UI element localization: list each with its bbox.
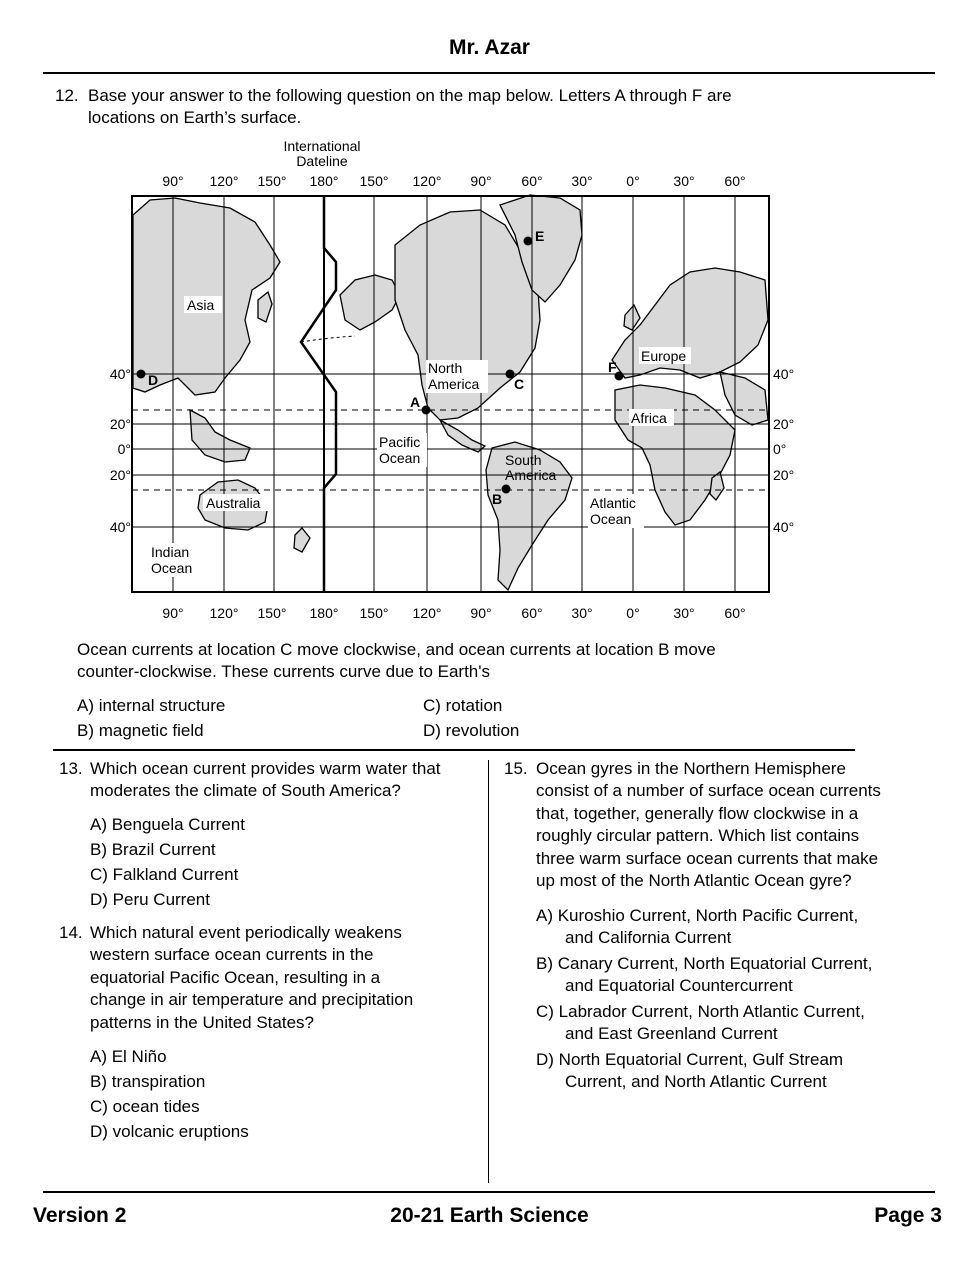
top-lon-label: 60° <box>521 173 543 189</box>
q15-stem-line4: roughly circular pattern. Which list contains <box>536 826 860 845</box>
q13-stem-line2: moderates the climate of South America? <box>90 781 401 800</box>
q12-option-a[interactable]: A) internal structure <box>77 696 226 715</box>
q14-stem-line1: Which natural event periodically weakens <box>90 923 402 942</box>
label-south-america-2: America <box>505 467 557 483</box>
dateline-dashed-curve <box>301 336 355 342</box>
q14-option-b[interactable]: B) transpiration <box>90 1072 206 1091</box>
point-c-label: C <box>514 376 525 392</box>
left-lat-label: 40° <box>109 366 131 382</box>
q15-option-c[interactable] <box>536 1001 865 1045</box>
q14-stem-line2: western surface ocean currents in the <box>90 945 374 964</box>
bottom-lon-label: 120° <box>412 605 442 621</box>
top-lon-label: 150° <box>257 173 287 189</box>
header-rule <box>43 72 935 74</box>
land-alaska <box>340 275 400 330</box>
q12-number: 12. <box>55 86 79 105</box>
bottom-lon-label: 60° <box>724 605 746 621</box>
right-lat-label: 20° <box>773 416 795 432</box>
point-b-label: B <box>492 491 503 507</box>
q15-option-c-line2: and East Greenland Current <box>565 1024 778 1043</box>
q15-option-c-line1: C) Labrador Current, North Atlantic Current, <box>536 1002 865 1021</box>
footer-rule <box>43 1191 935 1193</box>
label-north-america-2: America <box>428 376 480 392</box>
label-indian-2: Ocean <box>151 560 193 576</box>
label-north-america-1: North <box>428 360 463 376</box>
label-atlantic-2: Ocean <box>590 511 632 527</box>
label-pacific-1: Pacific <box>379 434 421 450</box>
dateline-label-1: International <box>283 138 361 154</box>
q13-number: 13. <box>59 759 83 778</box>
right-latitude-labels <box>773 366 794 535</box>
q15-stem-line5: three warm surface ocean currents that make <box>536 849 879 868</box>
q15-option-b-line2: and Equatorial Countercurrent <box>565 976 793 995</box>
point-f-label: F <box>608 359 617 375</box>
right-lat-label: 40° <box>773 366 795 382</box>
top-lon-label: 120° <box>209 173 239 189</box>
right-lat-label: 20° <box>773 467 795 483</box>
dateline-label-2: Dateline <box>296 153 348 169</box>
q15-option-a-line1: A) Kuroshio Current, North Pacific Current, <box>536 906 859 925</box>
q12-stem-line1: Base your answer to the following question on the map below. Letters A through F are <box>88 86 732 105</box>
page-header-teacher: Mr. Azar <box>449 36 530 59</box>
q15-option-d-line2: Current, and North Atlantic Current <box>565 1072 827 1091</box>
q12-prompt-line1: Ocean currents at location C move clockwise, and ocean currents at location B move <box>77 640 716 659</box>
q13-stem-line1: Which ocean current provides warm water that <box>90 759 441 778</box>
column-divider <box>488 760 489 1183</box>
q12-option-c[interactable]: C) rotation <box>423 696 503 715</box>
footer-version: Version 2 <box>33 1204 127 1227</box>
top-lon-label: 120° <box>412 173 442 189</box>
land-new-zealand <box>294 528 310 552</box>
land-japan <box>258 292 272 322</box>
point-e-dot <box>524 237 533 246</box>
world-map <box>100 135 820 635</box>
q12-prompt-line2: counter-clockwise. These currents curve due to Earth's <box>77 662 491 681</box>
top-lon-label: 30° <box>673 173 695 189</box>
q14-option-d[interactable]: D) volcanic eruptions <box>90 1122 249 1141</box>
land-se-asia <box>190 410 250 462</box>
q13-option-b[interactable]: B) Brazil Current <box>90 840 216 859</box>
q14-number: 14. <box>59 923 83 942</box>
label-australia: Australia <box>206 495 261 511</box>
q15-number: 15. <box>504 759 528 778</box>
bottom-lon-label: 0° <box>626 605 640 621</box>
label-pacific-2: Ocean <box>379 450 421 466</box>
q14-option-c[interactable]: C) ocean tides <box>90 1097 200 1116</box>
top-lon-label: 150° <box>359 173 389 189</box>
land-arabia-india <box>720 372 768 425</box>
q15-stem-line6: up most of the North Atlantic Ocean gyre? <box>536 871 852 890</box>
footer-page: Page 3 <box>874 1204 942 1227</box>
left-latitude-labels <box>110 366 131 535</box>
point-e-label: E <box>535 228 545 244</box>
label-europe: Europe <box>641 348 687 364</box>
q13-option-d[interactable]: D) Peru Current <box>90 890 210 909</box>
q15-option-d[interactable] <box>536 1049 843 1093</box>
land-central-america <box>440 420 485 452</box>
left-lat-label: 20° <box>109 467 131 483</box>
point-a-dot <box>422 406 431 415</box>
bottom-lon-label: 90° <box>470 605 492 621</box>
land-uk <box>624 305 640 330</box>
bottom-lon-label: 150° <box>359 605 389 621</box>
q12-option-b[interactable]: B) magnetic field <box>77 721 204 740</box>
left-lat-label: 20° <box>109 416 131 432</box>
q12-option-d[interactable]: D) revolution <box>423 721 520 740</box>
point-d-dot <box>137 370 146 379</box>
bottom-lon-label: 30° <box>673 605 695 621</box>
right-lat-label: 0° <box>773 441 787 457</box>
bottom-lon-label: 150° <box>257 605 287 621</box>
bottom-lon-label: 60° <box>521 605 543 621</box>
top-lon-label: 180° <box>309 173 339 189</box>
point-b-dot <box>502 485 511 494</box>
label-south-america-1: South <box>505 452 542 468</box>
top-lon-label: 60° <box>724 173 746 189</box>
bottom-lon-label: 120° <box>209 605 239 621</box>
q15-stem-line1: Ocean gyres in the Northern Hemisphere <box>536 759 846 778</box>
q12-bottom-rule <box>53 749 855 751</box>
q15-stem-line3: that, together, generally flow clockwise in a <box>536 804 859 823</box>
right-lat-label: 40° <box>773 519 795 535</box>
top-lon-label: 0° <box>626 173 640 189</box>
top-longitude-labels <box>162 173 745 189</box>
q15-option-b-line1: B) Canary Current, North Equatorial Current, <box>536 954 873 973</box>
left-lat-label: 0° <box>117 441 131 457</box>
bottom-longitude-labels <box>162 605 745 621</box>
left-lat-label: 40° <box>109 519 131 535</box>
label-atlantic-1: Atlantic <box>590 495 636 511</box>
q15-option-a-line2: and California Current <box>565 928 732 947</box>
bottom-lon-label: 30° <box>571 605 593 621</box>
point-a-label: A <box>410 394 421 410</box>
q14-option-a[interactable]: A) El Niño <box>90 1047 167 1066</box>
q14-stem-line3: equatorial Pacific Ocean, resulting in a <box>90 968 381 987</box>
q14-stem-line4: change in air temperature and precipitation <box>90 990 414 1009</box>
q15-option-d-line1: D) North Equatorial Current, Gulf Stream <box>536 1050 844 1069</box>
q13-option-c[interactable]: C) Falkland Current <box>90 865 239 884</box>
q12-stem-line2: locations on Earth’s surface. <box>88 108 302 127</box>
footer-course: 20-21 Earth Science <box>390 1204 589 1227</box>
top-lon-label: 90° <box>162 173 184 189</box>
q15-stem-line2: consist of a number of surface ocean currents <box>536 781 881 800</box>
top-lon-label: 90° <box>470 173 492 189</box>
q14-stem-line5: patterns in the United States? <box>90 1013 314 1032</box>
label-asia: Asia <box>187 297 215 313</box>
label-africa: Africa <box>631 410 667 426</box>
q15-option-b[interactable] <box>536 953 872 997</box>
top-lon-label: 30° <box>571 173 593 189</box>
label-indian-1: Indian <box>151 544 190 560</box>
point-d-label: D <box>148 372 159 388</box>
q15-option-a[interactable] <box>536 905 858 949</box>
q13-option-a[interactable]: A) Benguela Current <box>90 815 245 834</box>
bottom-lon-label: 90° <box>162 605 184 621</box>
bottom-lon-label: 180° <box>309 605 339 621</box>
